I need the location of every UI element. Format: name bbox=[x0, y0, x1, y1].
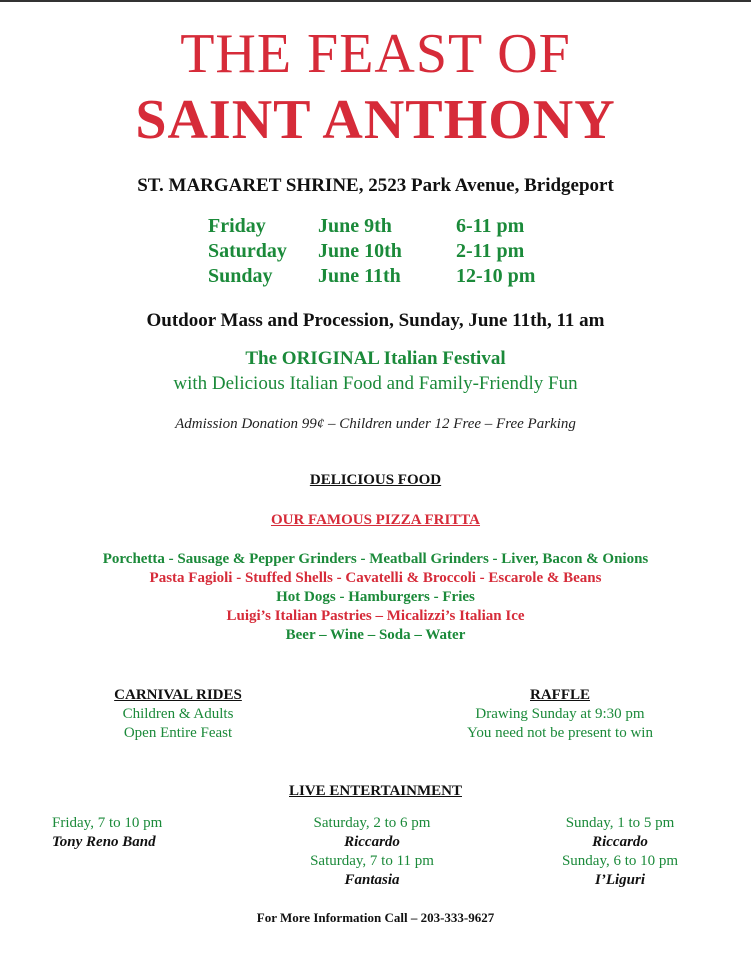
schedule-time: 12-10 pm bbox=[456, 265, 536, 287]
ent-time: Friday, 7 to 10 pm bbox=[52, 815, 163, 831]
admission-info: Admission Donation 99¢ – Children under 12 Free – Free Parking bbox=[175, 416, 576, 432]
food-heading-wrap bbox=[0, 472, 751, 489]
menu-line: Luigi’s Italian Pastries – Micalizzi’s Italian Ice bbox=[226, 608, 525, 624]
schedule-day: Saturday bbox=[208, 240, 287, 262]
menu-line: Beer – Wine – Soda – Water bbox=[285, 627, 466, 643]
schedule-date: June 11th bbox=[318, 265, 401, 287]
ent-time: Sunday, 6 to 10 pm bbox=[561, 853, 679, 869]
schedule-table bbox=[208, 214, 568, 289]
raffle-heading: RAFFLE bbox=[530, 687, 590, 703]
ent-time: Saturday, 2 to 6 pm bbox=[313, 815, 431, 831]
ent-act: Fantasia bbox=[344, 872, 400, 888]
schedule-row bbox=[208, 214, 568, 239]
ent-act: Riccardo bbox=[344, 834, 400, 850]
schedule-day: Sunday bbox=[208, 265, 273, 287]
menu-line: Pasta Fagioli - Stuffed Shells - Cavatelli & Broccoli - Escarole & Beans bbox=[149, 570, 602, 586]
entertainment-sunday bbox=[520, 814, 720, 890]
schedule-date: June 9th bbox=[318, 215, 392, 237]
original-festival-heading: The ORIGINAL Italian Festival bbox=[245, 348, 506, 369]
title-line-1: THE FEAST OF bbox=[180, 23, 571, 85]
ent-act: I’Liguri bbox=[594, 872, 645, 888]
contact-info: For More Information Call – 203-333-9627 bbox=[256, 910, 495, 925]
top-border bbox=[0, 0, 751, 2]
address: ST. MARGARET SHRINE, 2523 Park Avenue, Bridgeport bbox=[137, 175, 614, 196]
ent-act: Tony Reno Band bbox=[52, 834, 156, 850]
entertainment-friday bbox=[52, 814, 162, 852]
schedule-time: 2-11 pm bbox=[456, 240, 525, 262]
rides-line: Children & Adults bbox=[122, 706, 234, 722]
raffle-line: You need not be present to win bbox=[467, 725, 653, 741]
menu-line: Porchetta - Sausage & Pepper Grinders - Meatball Grinders - Liver, Bacon & Onions bbox=[102, 551, 649, 567]
ent-act: Riccardo bbox=[592, 834, 648, 850]
pizza-heading-wrap bbox=[0, 512, 751, 529]
carnival-rides bbox=[88, 686, 268, 743]
schedule-time: 6-11 pm bbox=[456, 215, 525, 237]
menu-line: Hot Dogs - Hamburgers - Fries bbox=[276, 589, 475, 605]
rides-line: Open Entire Feast bbox=[123, 725, 233, 741]
original-festival-subtitle: with Delicious Italian Food and Family-Friendly Fun bbox=[173, 373, 578, 394]
raffle bbox=[440, 686, 680, 743]
live-heading-wrap bbox=[0, 783, 751, 800]
food-heading: DELICIOUS FOOD bbox=[309, 472, 442, 488]
schedule-date: June 10th bbox=[318, 240, 402, 262]
live-entertainment-heading: LIVE ENTERTAINMENT bbox=[289, 783, 462, 799]
pizza-heading: OUR FAMOUS PIZZA FRITTA bbox=[270, 512, 481, 528]
schedule-day: Friday bbox=[208, 215, 266, 237]
ent-time: Saturday, 7 to 11 pm bbox=[310, 853, 434, 869]
rides-heading: CARNIVAL RIDES bbox=[114, 687, 242, 703]
entertainment-saturday bbox=[272, 814, 472, 890]
schedule-row bbox=[208, 264, 568, 289]
schedule-row bbox=[208, 239, 568, 264]
mass-notice: Outdoor Mass and Procession, Sunday, June 11th, 11 am bbox=[146, 310, 605, 331]
title-line-2: SAINT ANTHONY bbox=[135, 89, 616, 151]
raffle-line: Drawing Sunday at 9:30 pm bbox=[475, 706, 645, 722]
ent-time: Sunday, 1 to 5 pm bbox=[565, 815, 675, 831]
